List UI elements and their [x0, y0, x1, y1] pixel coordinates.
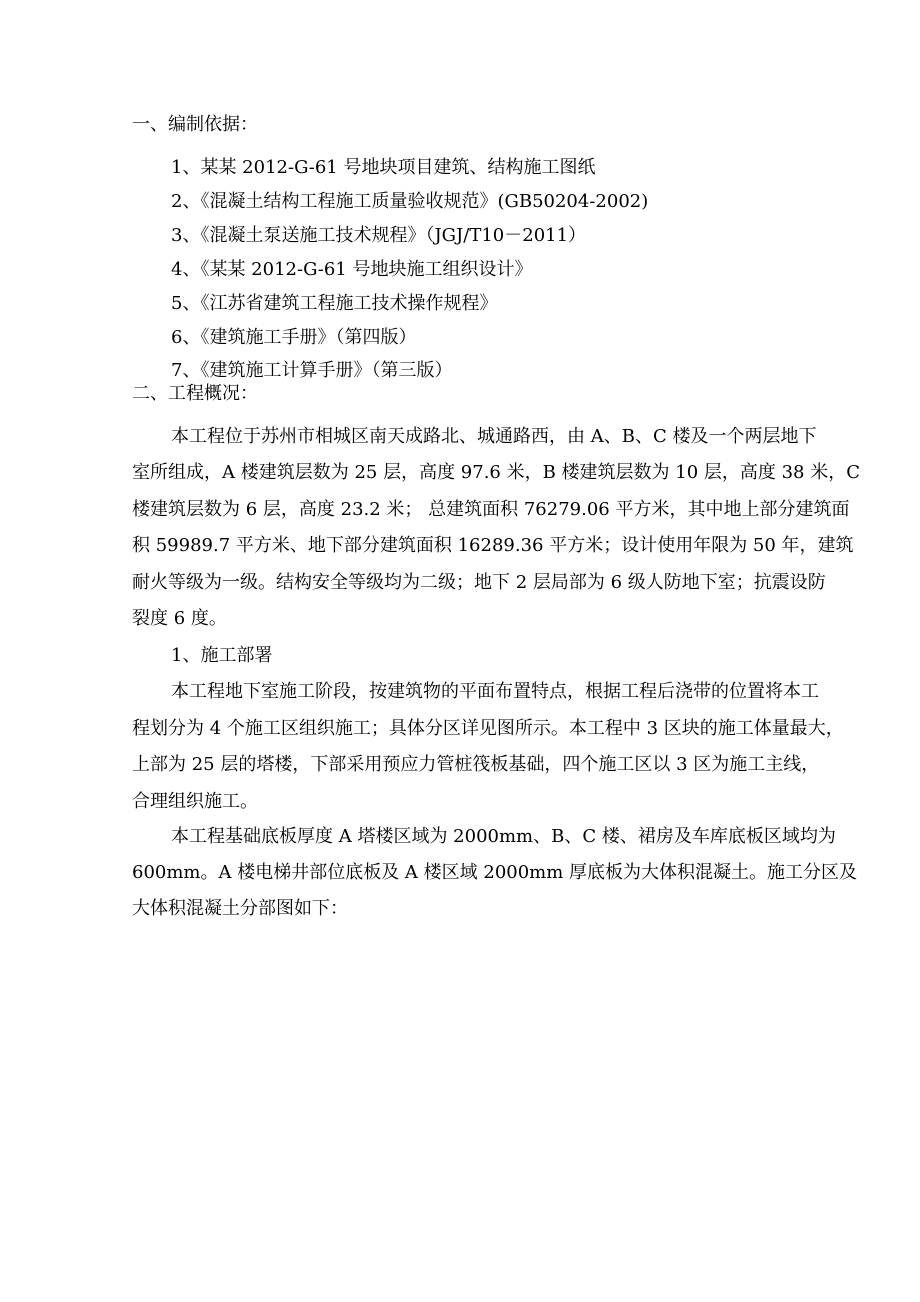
basis-item-4: 4、《某某 2012-G-61 号地块施工组织设计》: [171, 259, 533, 280]
overview-line: 积 59989.7 平方米、地下部分建筑面积 16289.36 平方米；设计使用年限为 50 年，建筑: [132, 535, 854, 556]
basis-item-7: 7、《建筑施工计算手册》（第三版）: [171, 360, 453, 381]
deployment-line: 本工程地下室施工阶段，按建筑物的平面布置特点，根据工程后浇带的位置将本工: [171, 681, 819, 702]
overview-line: 楼建筑层数为 6 层，高度 23.2 米； 总建筑面积 76279.06 平方米，其中地上部分建筑面: [132, 499, 850, 520]
foundation-line: 600mm。A 楼电梯井部位底板及 A 楼区域 2000mm 厚底板为大体积混凝土。施工分区及: [132, 862, 858, 883]
foundation-line: 大体积混凝土分部图如下：: [132, 898, 348, 919]
basis-item-1: 1、某某 2012-G-61 号地块项目建筑、结构施工图纸: [171, 157, 596, 178]
section-heading-overview: 二、工程概况：: [132, 383, 258, 404]
overview-line: 室所组成，A 楼建筑层数为 25 层，高度 97.6 米，B 楼建筑层数为 10 层，高度 38 米，C: [132, 462, 861, 483]
deployment-line: 合理组织施工。: [132, 791, 258, 812]
basis-item-5: 5、《江苏省建筑工程施工技术操作规程》: [171, 293, 498, 314]
deployment-line: 上部为 25 层的塔楼，下部采用预应力管桩筏板基础，四个施工区以 3 区为施工主线，: [132, 754, 820, 775]
basis-item-3: 3、《混凝土泵送施工技术规程》（JGJ/T10－2011）: [171, 225, 587, 246]
overview-line: 裂度 6 度。: [132, 608, 227, 629]
foundation-line: 本工程基础底板厚度 A 塔楼区域为 2000mm、B、C 楼、裙房及车库底板区域均为: [171, 826, 836, 847]
overview-line: 耐火等级为一级。结构安全等级均为二级；地下 2 层局部为 6 级人防地下室；抗震设防: [132, 572, 826, 593]
basis-item-6: 6、《建筑施工手册》（第四版）: [171, 327, 417, 348]
deployment-line: 程划分为 4 个施工区组织施工；具体分区详见图所示。本工程中 3 区块的施工体量最大，: [132, 718, 844, 739]
section-heading-basis: 一、编制依据：: [132, 114, 258, 135]
overview-line: 本工程位于苏州市相城区南天成路北、城通路西，由 A、B、C 楼及一个两层地下: [171, 426, 817, 447]
subheading-deployment: 1、施工部署: [171, 645, 273, 666]
basis-item-2: 2、《混凝土结构工程施工质量验收规范》(GB50204-2002): [171, 191, 649, 212]
